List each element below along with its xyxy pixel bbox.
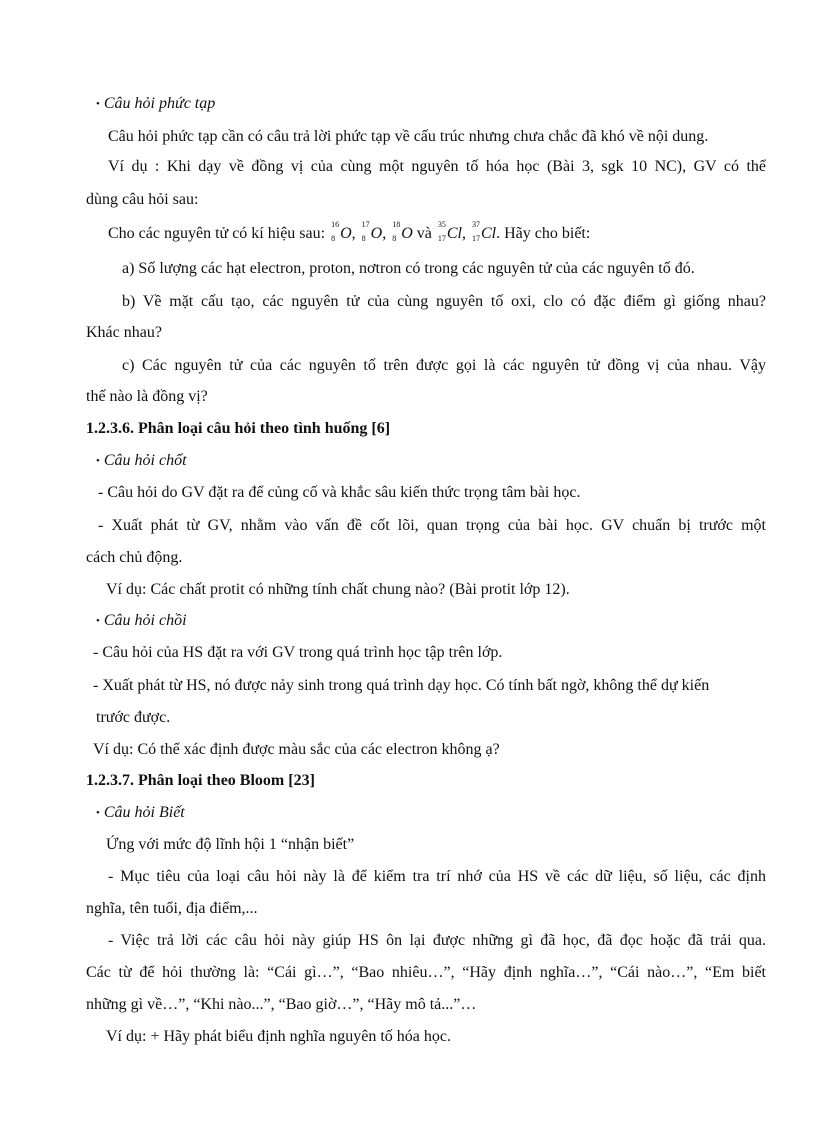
paragraph: dùng câu hỏi sau: [86,191,199,208]
question-b: b) Về mặt cấu tạo, các nguyên tử của cùng nguyên tố oxi, clo có đặc điểm gì giống nhau? [122,293,766,310]
paragraph: - Việc trả lời các câu hỏi này giúp HS ôn lại được những gì đã học, đã đọc hoặc đã trải qua. [108,932,766,949]
question-b-cont: Khác nhau? [86,324,162,341]
paragraph: Ví dụ : Khi dạy về đồng vị của cùng một nguyên tố hóa học (Bài 3, sgk 10 NC), GV có thể [108,158,766,175]
nuclide-symbol: 18 8 O [392,220,413,243]
heading-cau-hoi-biet: • Câu hỏi Biết [96,804,185,821]
paragraph: những gì về…”, “Khi nào...”, “Bao giờ…”, “Hãy mô tả...”… [86,996,477,1013]
heading-cau-hoi-choi: • Câu hỏi chồi [96,612,187,629]
example: Ví dụ: + Hãy phát biểu định nghĩa nguyên tố hóa học. [106,1028,451,1045]
bullet-icon: • [96,455,100,467]
paragraph: Các từ để hỏi thường là: “Cái gì…”, “Bao nhiêu…”, “Hãy định nghĩa…”, “Cái nào…”, “Em biết [86,964,766,981]
question-c-cont: thế nào là đồng vị? [86,388,208,405]
paragraph: Câu hỏi phức tạp cần có câu trả lời phức tạp về cấu trúc nhưng chưa chắc đã khó về nội dung. [108,128,709,145]
paragraph: - Câu hỏi do GV đặt ra để củng cố và khắc sâu kiến thức trọng tâm bài học. [98,484,581,501]
paragraph: cách chủ động. [86,549,183,566]
question-c: c) Các nguyên tử của các nguyên tố trên được gọi là các nguyên tử đồng vị của nhau. Vậy [122,357,766,374]
nuclide-symbol: 16 8 O [331,220,352,243]
paragraph: nghĩa, tên tuổi, địa điểm,... [86,900,258,917]
paragraph: Ứng với mức độ lĩnh hội 1 “nhận biết” [106,836,355,853]
question-a: a) Số lượng các hạt electron, proton, nơtron có trong các nguyên tử của các nguyên tố đó. [122,260,695,277]
bullet-icon: • [96,615,100,627]
heading-cau-hoi-phuc-tap: • Câu hỏi phức tạp [96,95,216,112]
paragraph: - Xuất phát từ HS, nó được nảy sinh trong quá trình dạy học. Có tính bất ngờ, không thể dự kiến [93,677,710,694]
nuclide-symbol: 17 8 O [361,220,383,243]
nuclide-symbols-line: Cho các nguyên tử có kí hiệu sau: 16 8 O, 17 8 O, 18 8 O và 35 17 Cl, 37 17 Cl. Hãy cho biết: [108,220,591,243]
nuclide-symbol: 37 17 Cl [471,220,497,243]
example: Ví dụ: Có thể xác định được màu sắc của các electron không ạ? [93,741,500,758]
paragraph: - Mục tiêu của loại câu hỏi này là để kiểm tra trí nhớ của HS về các dữ liệu, số liệu, các định [108,868,766,885]
section-heading-1237: 1.2.3.7. Phân loại theo Bloom [23] [86,772,315,789]
section-heading-1236: 1.2.3.6. Phân loại câu hỏi theo tình huống [6] [86,420,391,437]
bullet-icon: • [96,807,100,819]
nuclide-intro: Cho các nguyên tử có kí hiệu sau: [108,225,326,242]
example: Ví dụ: Các chất protit có những tính chất chung nào? (Bài protit lớp 12). [106,581,570,598]
paragraph: - Xuất phát từ GV, nhằm vào vấn đề cốt lõi, quan trọng của bài học. GV chuẩn bị trước một [98,517,766,534]
paragraph: trước được. [96,709,171,726]
bullet-icon: • [96,98,100,110]
nuclide-symbol: 35 17 Cl [437,220,462,243]
paragraph: - Câu hỏi của HS đặt ra với GV trong quá trình học tập trên lớp. [93,644,503,661]
heading-cau-hoi-chot: • Câu hỏi chốt [96,452,187,469]
